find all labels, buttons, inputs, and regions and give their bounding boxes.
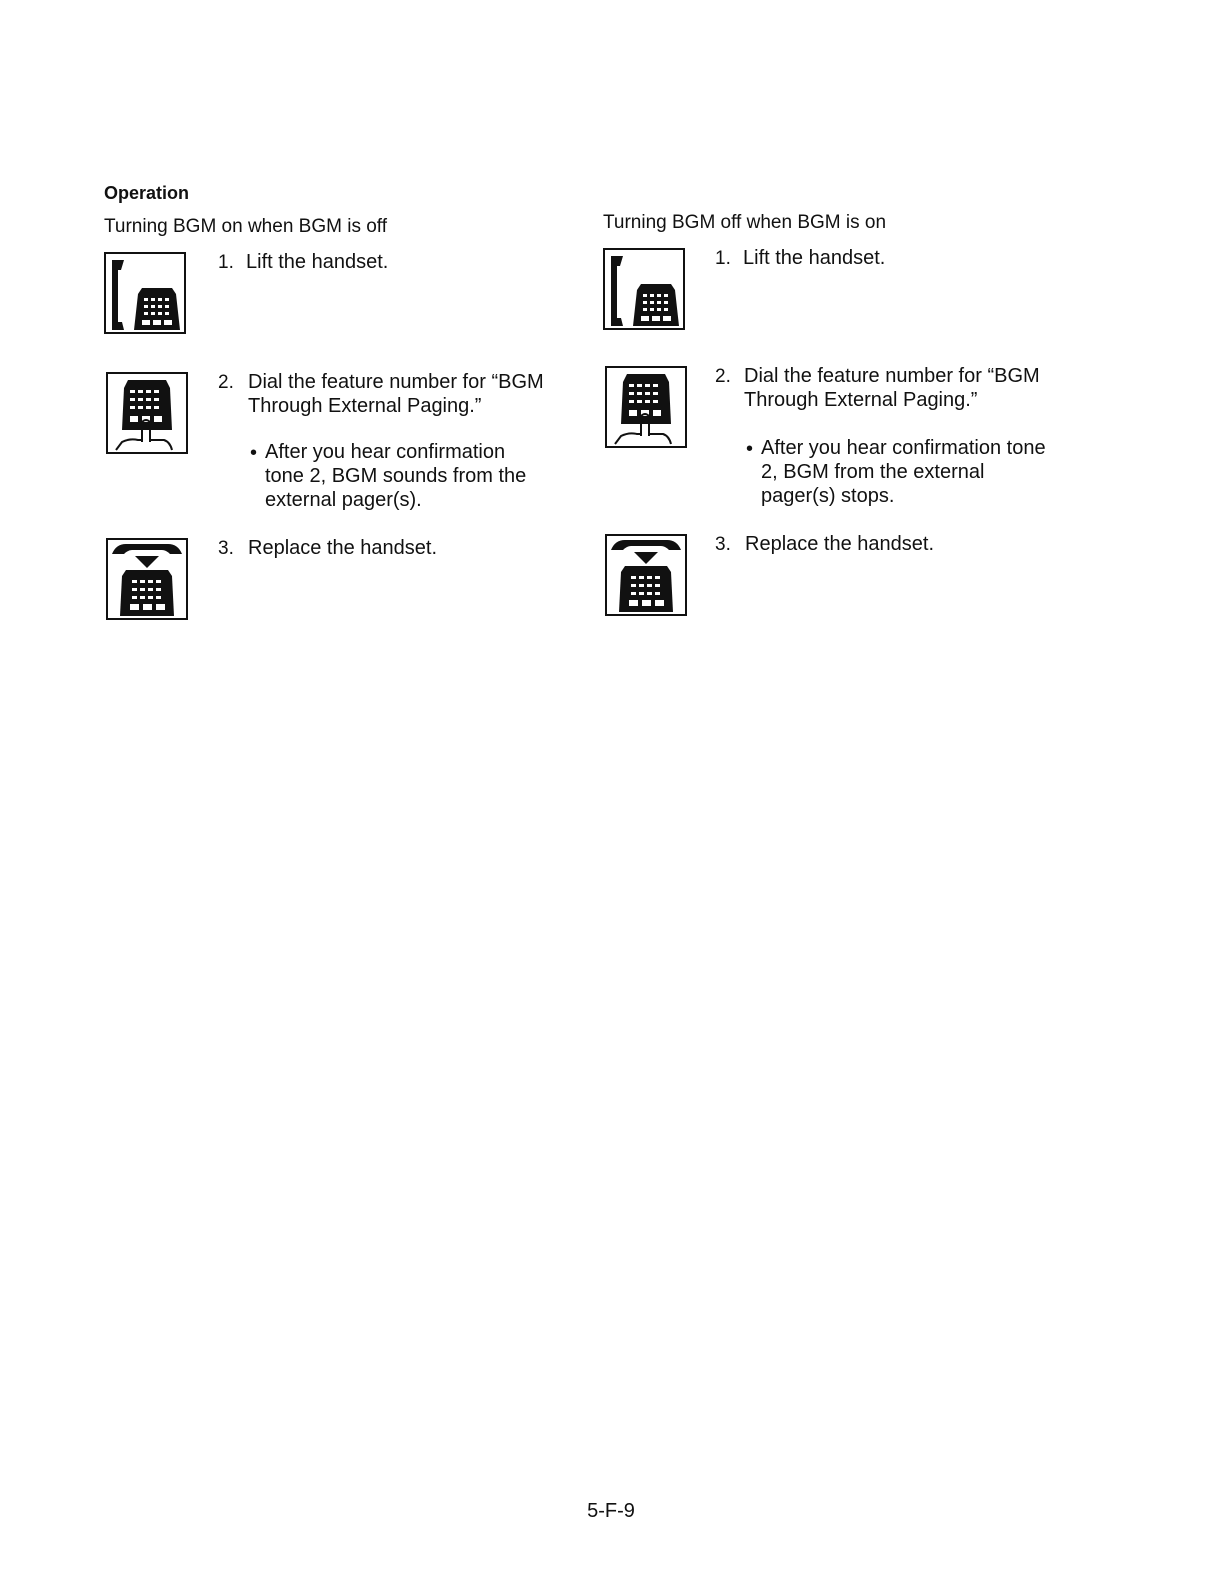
step-number: 2. <box>715 366 731 387</box>
step-number: 1. <box>715 248 731 269</box>
right-column-title: Turning BGM off when BGM is on <box>603 212 887 233</box>
step-text: Lift the handset. <box>246 251 389 273</box>
bullet-glyph: • <box>746 438 754 460</box>
dial-keypad-icon <box>106 372 188 454</box>
lift-handset-icon <box>603 248 685 330</box>
step-text: Dial the feature number for “BGM Through External Paging.” <box>248 371 544 417</box>
replace-handset-icon <box>605 534 687 616</box>
bullet-text: After you hear confirmation tone 2, BGM from the external pager(s) stops. <box>761 437 1046 507</box>
bullet-text: After you hear confirmation tone 2, BGM sounds from the external pager(s). <box>265 441 527 511</box>
page-number: 5-F-9 <box>587 1500 635 1522</box>
step-number: 3. <box>218 538 234 559</box>
step-text: Replace the handset. <box>248 537 438 559</box>
left-column-title: Turning BGM on when BGM is off <box>104 216 388 237</box>
step-number: 1. <box>218 252 234 273</box>
step-text: Lift the handset. <box>743 247 886 269</box>
step-text: Dial the feature number for “BGM Through External Paging.” <box>744 365 1040 411</box>
replace-handset-icon <box>106 538 188 620</box>
step-text: Replace the handset. <box>745 533 935 555</box>
step-number: 2. <box>218 372 234 393</box>
dial-keypad-icon <box>605 366 687 448</box>
step-number: 3. <box>715 534 731 555</box>
section-heading: Operation <box>104 183 190 203</box>
lift-handset-icon <box>104 252 186 334</box>
bullet-glyph: • <box>250 442 258 464</box>
